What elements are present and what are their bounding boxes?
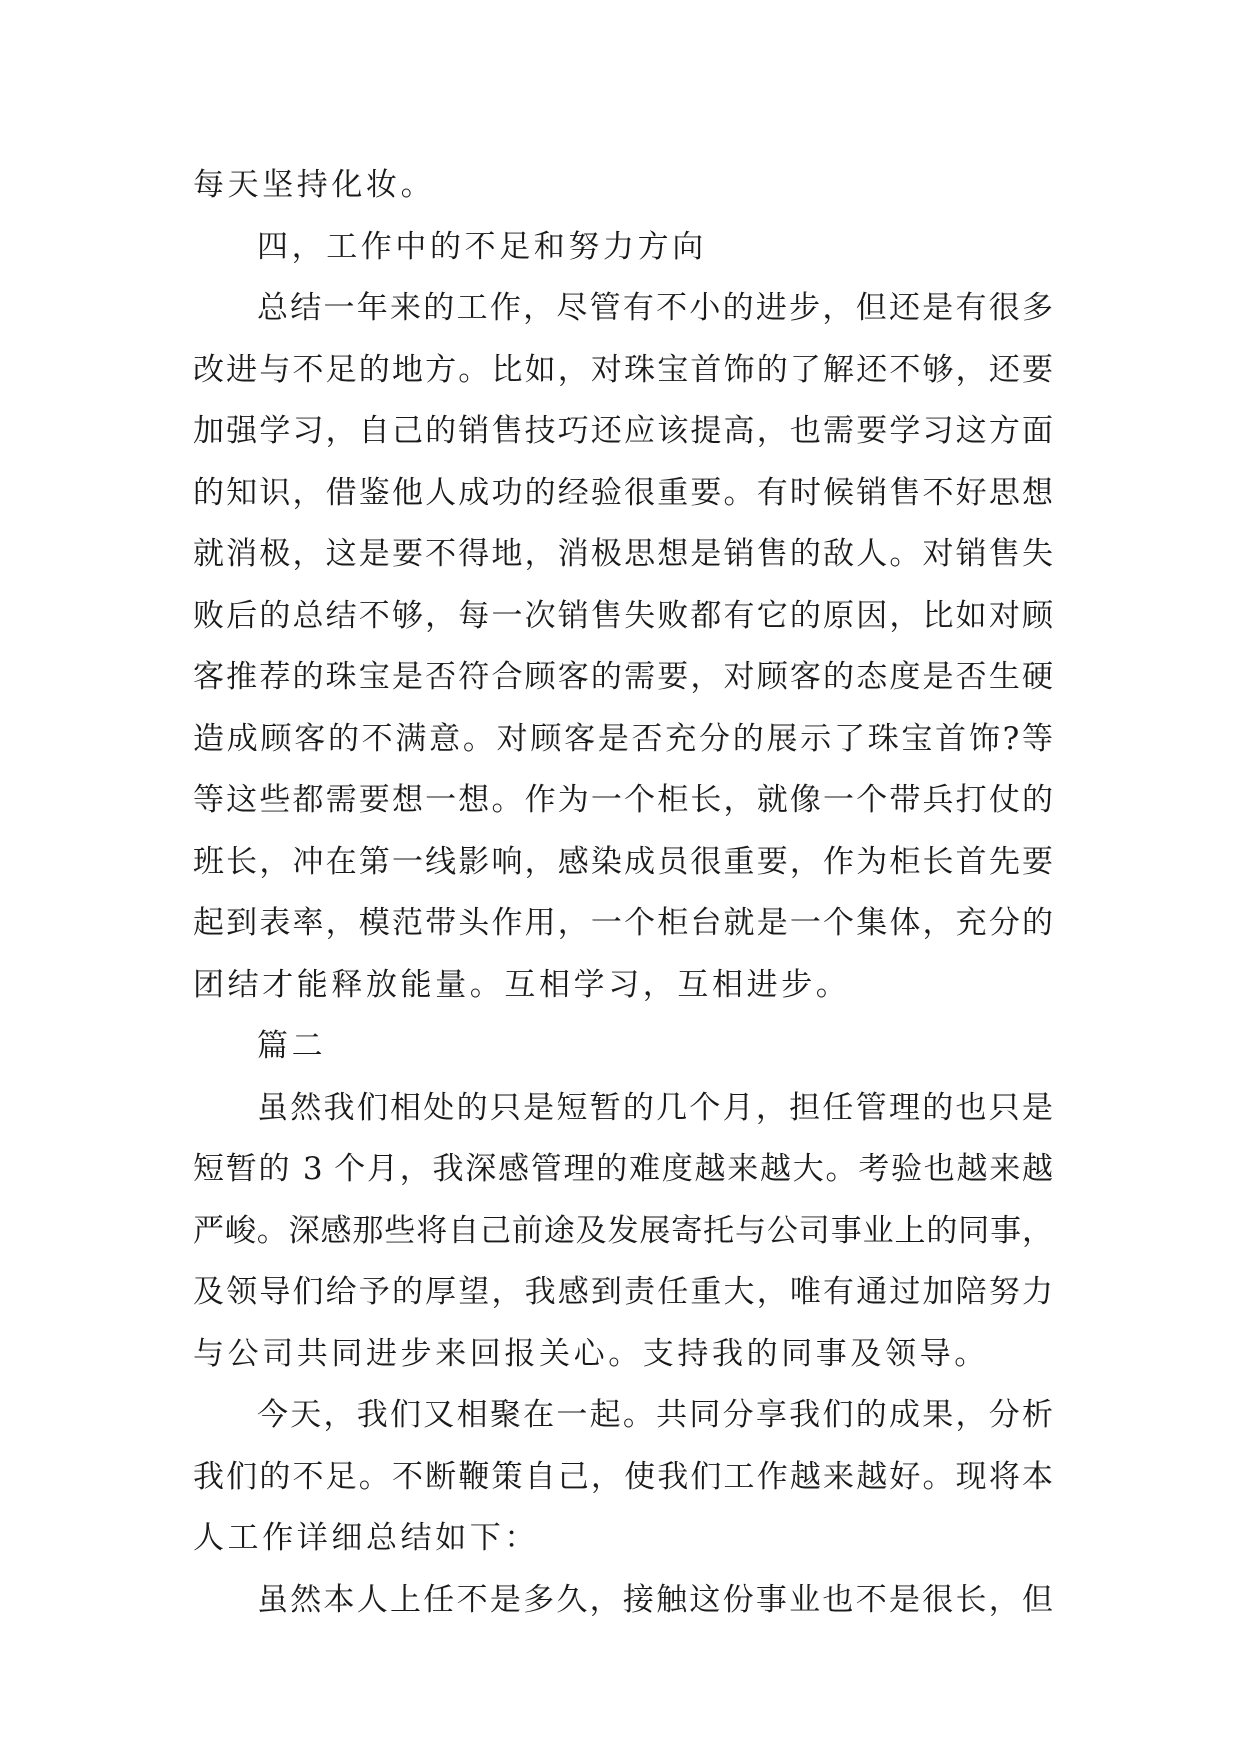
document-body (193, 155, 1053, 1631)
text-line: 篇二 (257, 1028, 327, 1064)
text-line: 等这些都需要想一想。作为一个柜长，就像一个带兵打仗的 (193, 782, 1053, 818)
text-line: 客推荐的珠宝是否符合顾客的需要，对顾客的态度是否生硬 (193, 659, 1053, 695)
text-line: 严峻。深感那些将自己前途及发展寄托与公司事业上的同事， (193, 1212, 1053, 1249)
text-line: 起到表率，模范带头作用，一个柜台就是一个集体，充分的 (193, 905, 1053, 941)
text-line: 短暂的 3 个月，我深感管理的难度越来越大。考验也越来越 (193, 1151, 1053, 1187)
text-line: 虽然我们相处的只是短暂的几个月，担任管理的也只是 (257, 1089, 1053, 1126)
text-line: 人工作详细总结如下： (193, 1520, 539, 1556)
text-line: 总结一年来的工作，尽管有不小的进步，但还是有很多 (257, 290, 1053, 326)
text-line: 的知识，借鉴他人成功的经验很重要。有时候销售不好思想 (193, 474, 1053, 511)
text-line: 改进与不足的地方。比如，对珠宝首饰的了解还不够，还要 (193, 351, 1053, 388)
text-line: 每天坚持化妆。 (193, 167, 436, 203)
text-line: 就消极，这是要不得地，消极思想是销售的敌人。对销售失 (193, 536, 1053, 572)
text-line: 加强学习，自己的销售技巧还应该提高，也需要学习这方面 (193, 413, 1053, 449)
text-line: 与公司共同进步来回报关心。支持我的同事及领导。 (193, 1335, 989, 1372)
text-line: 班长，冲在第一线影响，感染成员很重要，作为柜长首先要 (193, 843, 1053, 880)
text-line: 今天，我们又相聚在一起。共同分享我们的成果，分析 (257, 1397, 1053, 1433)
text-line: 及领导们给予的厚望，我感到责任重大，唯有通过加陪努力 (193, 1274, 1053, 1310)
text-line: 败后的总结不够，每一次销售失败都有它的原因，比如对顾 (193, 597, 1053, 634)
text-line: 团结才能释放能量。互相学习，互相进步。 (193, 966, 851, 1003)
text-line: 四，工作中的不足和努力方向 (257, 228, 707, 265)
text-line: 虽然本人上任不是多久，接触这份事业也不是很长，但 (257, 1581, 1053, 1618)
text-line: 造成顾客的不满意。对顾客是否充分的展示了珠宝首饰?等 (193, 720, 1053, 757)
text-line: 我们的不足。不断鞭策自己，使我们工作越来越好。现将本 (193, 1458, 1053, 1495)
